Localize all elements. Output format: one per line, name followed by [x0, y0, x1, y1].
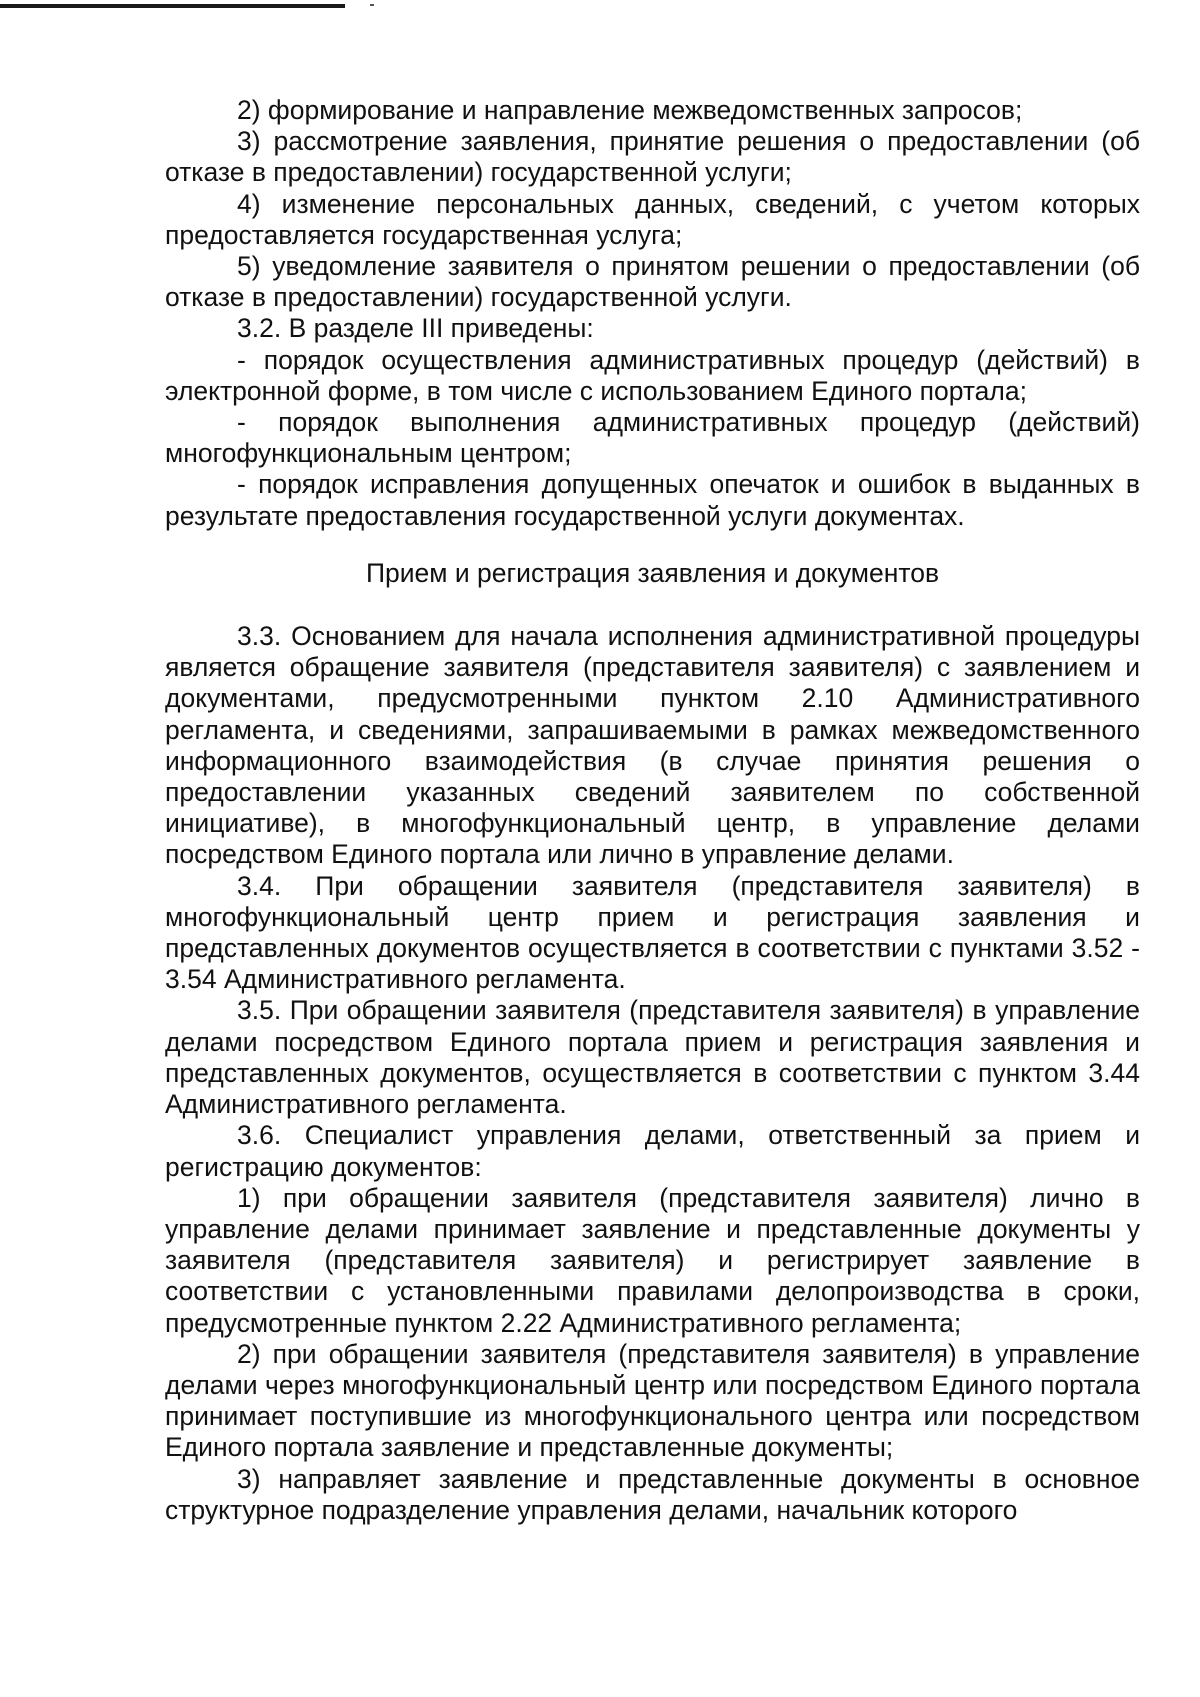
- clause-3-6-item-2: 2) при обращении заявителя (представителя заявителя) в управление делами через многофункциональный центр или посредством Единого портала принимает поступившие из многофункционального центра или посредством Единого портала заявление и представленные документы;: [165, 1338, 1140, 1463]
- list-item-5: 5) уведомление заявителя о принятом решении о предоставлении (об отказе в предоставлении) государственной услуги.: [165, 251, 1140, 313]
- clause-3-4: 3.4. При обращении заявителя (представителя заявителя) в многофункциональный центр прием и регистрация заявления и представленных документов осуществляется в соответствии с пунктами 3.52 - 3.54 Административного регламента.: [165, 870, 1140, 995]
- clause-3-6-item-1: 1) при обращении заявителя (представителя заявителя) лично в управление делами принимает заявление и представленные документы у заявителя (представителя заявителя) и регистрирует заявление в соответствии с установленными правилами делопроизводства в сроки, предусмотренные пунктом 2.22 Административного регламента;: [165, 1182, 1140, 1338]
- list-item-3: 3) рассмотрение заявления, принятие решения о предоставлении (об отказе в предоставлении) государственной услуги;: [165, 126, 1140, 188]
- document-body: [165, 95, 1140, 1526]
- scan-dust-mark: [370, 4, 374, 6]
- clause-3-2-item-1: - порядок осуществления административных процедур (действий) в электронной форме, в том числе с использованием Единого портала;: [165, 344, 1140, 406]
- clause-3-6: 3.6. Специалист управления делами, ответственный за прием и регистрацию документов:: [165, 1120, 1140, 1182]
- clause-3-2: 3.2. В разделе III приведены:: [237, 313, 594, 344]
- clause-3-3: 3.3. Основанием для начала исполнения административной процедуры является обращение заявителя (представителя заявителя) с заявлением и документами, предусмотренными пунктом 2.10 Административного регламента, и сведениями, запрашиваемыми в рамках межведомственного информационного взаимодействия (в случае принятия решения о предоставлении указанных сведений заявителем по собственной инициативе), в многофункциональный центр, в управление делами посредством Единого портала или лично в управление делами.: [165, 621, 1140, 870]
- clause-3-5: 3.5. При обращении заявителя (представителя заявителя) в управление делами посредством Единого портала прием и регистрация заявления и представленных документов, осуществляется в соответствии с пунктом 3.44 Административного регламента.: [165, 995, 1140, 1120]
- clause-3-2-item-3: - порядок исправления допущенных опечаток и ошибок в выданных в результате предоставления государственной услуги документах.: [165, 469, 1140, 531]
- list-item-4: 4) изменение персональных данных, сведений, с учетом которых предоставляется государственная услуга;: [165, 188, 1140, 250]
- scan-edge-mark: [0, 4, 345, 8]
- clause-3-6-item-3: 3) направляет заявление и представленные документы в основное структурное подразделение управления делами, начальник которого: [165, 1463, 1140, 1525]
- clause-3-2-item-2: - порядок выполнения административных процедур (действий) многофункциональным центром;: [165, 407, 1140, 469]
- list-item-2: 2) формирование и направление межведомственных запросов;: [237, 95, 1023, 125]
- section-heading: Прием и регистрация заявления и документов: [365, 557, 940, 588]
